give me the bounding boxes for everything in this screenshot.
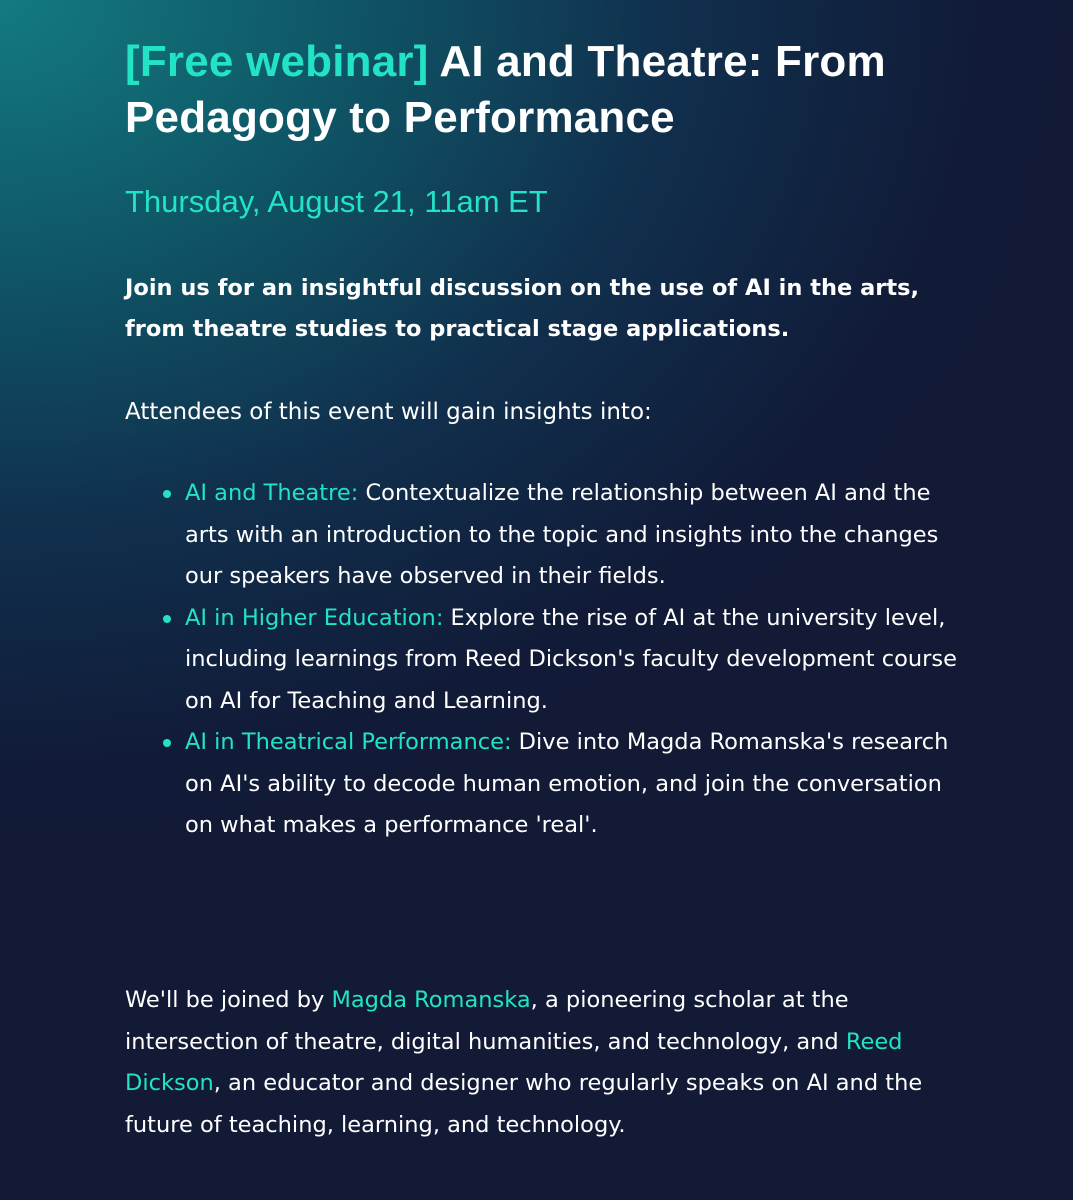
- insights-list: [185, 473, 975, 847]
- speakers-middle: , a pioneering scholar at the intersection of theatre, digital humanities, and technology, and: [125, 987, 849, 1055]
- bullet-text: Explore the rise of AI at the university level, including learnings from Reed Dickson's faculty development course on AI for Teaching and Learning.: [185, 604, 957, 714]
- speakers-outro: , an educator and designer who regularly speaks on AI and the future of teaching, learning, and technology.: [125, 1070, 923, 1138]
- list-item: [185, 598, 975, 723]
- speaker-name-magda-romanska: Magda Romanska: [331, 987, 531, 1013]
- bullet-term: AI and Theatre:: [185, 480, 359, 506]
- speakers-paragraph: [125, 980, 975, 1146]
- attendees-intro: Attendees of this event will gain insights into:: [125, 399, 652, 425]
- speaker-name-reed-dickson: Reed Dickson: [125, 1028, 903, 1096]
- bullet-term: AI in Theatrical Performance:: [185, 729, 512, 755]
- page-title: [125, 34, 985, 146]
- bullet-text: Dive into Magda Romanska's research on AI's ability to decode human emotion, and join the conversation on what makes a performance 'real'.: [185, 729, 949, 838]
- event-date: Thursday, August 21, 11am ET: [125, 184, 548, 219]
- speakers-intro: We'll be joined by: [125, 987, 332, 1013]
- title-tag: [Free webinar]: [125, 37, 429, 86]
- bullet-dot-icon: [163, 615, 171, 623]
- list-item: [185, 473, 975, 598]
- lead-paragraph: Join us for an insightful discussion on the use of AI in the arts, from theatre studies to practical stage applications.: [125, 275, 920, 342]
- bullet-dot-icon: [163, 490, 171, 498]
- bullet-term: AI in Higher Education:: [185, 604, 444, 631]
- title-text: AI and Theatre: From Pedagogy to Performance: [125, 37, 886, 142]
- bullet-dot-icon: [163, 739, 171, 747]
- list-item: [185, 722, 975, 847]
- bullet-text: Contextualize the relationship between AI and the arts with an introduction to the topic and insights into the changes our speakers have observed in their fields.: [185, 480, 939, 589]
